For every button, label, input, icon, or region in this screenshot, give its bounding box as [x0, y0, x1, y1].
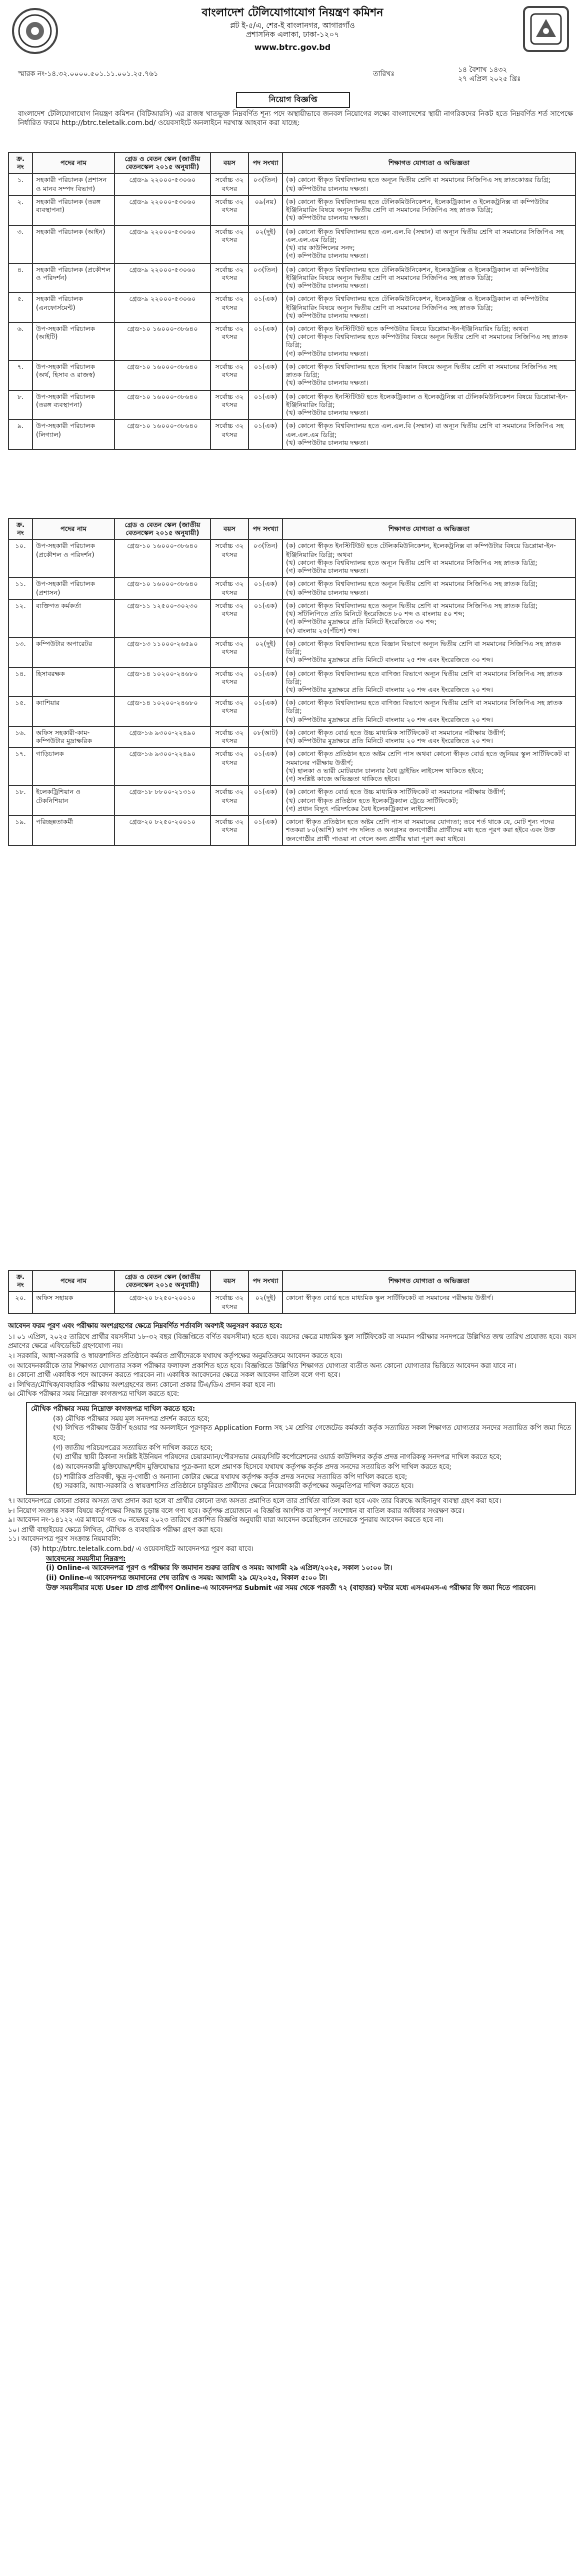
qualification-line: (খ) হালকা ও ভারী মোটরযান চালনার বৈধ ড্রাইভিং লাইসেন্স থাকিতে হইবে; [286, 766, 484, 775]
qualification-line: (ক) কোনো স্বীকৃত বিশ্ববিদ্যালয় হতে টেলিকমিউনিকেশন, ইলেকট্রনিক্স ও ইলেকট্রিক্যাল বা কম্পিউটার ইঞ্জিনিয়ারিং বিষয়ে অন্যূন দ্বিতীয় শ্রেণি বা সমমানের সিজিপিএ সহ স্নাতক ডিগ্রি; [286, 295, 549, 312]
job-post-name: গাড়িচালক [33, 748, 115, 786]
job-post-count: ০৯(নয়) [249, 195, 283, 225]
schedule-list [8, 1564, 576, 1593]
job-post-count: ০৩(তিন) [249, 174, 283, 195]
job-age-limit: সর্বোচ্চ ৩২ বৎসর [211, 786, 249, 816]
job-serial: ১৪. [9, 667, 33, 697]
header-age: বয়স [211, 1271, 249, 1292]
job-post-name: সহকারী পরিচালক (প্রকৌশল ও পরিদর্শন) [33, 263, 115, 293]
viva-box-title: মৌখিক পরীক্ষার সময় নিম্নোক্ত কাগজপত্র দাখিল করতে হবে: [31, 1405, 196, 1414]
qualification-line: (ক) কোনো স্বীকৃত বিশ্ববিদ্যালয় হতে বিজ্ঞান বিভাগে অন্যূন দ্বিতীয় শ্রেণি বা সমমানের সিজিপিএ সহ স্নাতক ডিগ্রি; [286, 639, 561, 657]
job-post-count: ০১(এক) [249, 697, 283, 727]
address-line-2: প্রশাসনিক এলাকা, ঢাকা-১২০৭ [245, 30, 340, 40]
address-line-1: প্লট ই-৫/এ, শের-ই বাংলানগর, আগারগাঁও [230, 21, 355, 30]
job-post-name: হিসাবরক্ষক [33, 667, 115, 697]
job-post-count: ০১(এক) [249, 322, 283, 360]
job-grade-scale: গ্রেড-১৩ ১১০০০-২৬৫৯০ [115, 637, 211, 667]
date-label: তারিখঃ [373, 70, 395, 78]
instruction-item: ৯। আবেদন নং-১৪১২২ এর মাধ্যমে গত ৩০ নভেম্বর ২০২৩ তারিখে প্রকাশিত বিজ্ঞপ্তি অনুযায়ী যারা আবেদন করেছিলেন তাদেরকে পুনরায় আবেদন করতে হবে না। [8, 1516, 444, 1525]
job-row [9, 420, 576, 450]
instructions-list [8, 1333, 576, 1400]
qualification-line: (ক) কোনো স্বীকৃত বিশ্ববিদ্যালয় হতে অন্যূন দ্বিতীয় শ্রেণি বা সমমানের সিজিপিএ সহ স্নাতক ডিগ্রি; [286, 601, 538, 610]
header-grade: গ্রেড ও বেতন স্কেল (জাতীয় বেতনস্কেল ২০১৫ অনুযায়ী) [115, 519, 211, 540]
job-row [9, 360, 576, 390]
job-serial: ১০. [9, 540, 33, 578]
qualification-line: (খ) কম্পিউটার চালনায় দক্ষতা। [286, 379, 369, 388]
qualification-line: (ক) কোনো স্বীকৃত বোর্ড হতে উচ্চ মাধ্যমিক সার্টিফিকেট বা সমমানের পরীক্ষায় উত্তীর্ণ; [286, 728, 506, 737]
instruction-item: ৪। কোনো প্রার্থী একাধিক পদে আবেদন করতে পারবেন না। একাধিক আবেদনের ক্ষেত্রে সকল আবেদন বাতিল বলে গণ্য হবে। [8, 1371, 341, 1380]
job-grade-scale: গ্রেড-২০ ৮২৫০-২০০১০ [115, 1292, 211, 1313]
qualification-line: (খ) সাঁটলিপিতে প্রতি মিনিটে ইংরেজিতে ৮০ শব্দ ও বাংলায় ৫০ শব্দ; [286, 610, 465, 619]
job-row [9, 195, 576, 225]
job-serial: ৪. [9, 263, 33, 293]
header-age: বয়স [211, 153, 249, 174]
schedule-item: (i) Online-এ আবেদনপত্র পূরণ ও পরীক্ষার ফি জমাদান শুরুর তারিখ ও সময়: আগামী ২৯ এপ্রিল/২০২৫, সকাল ১০:০০ টা। [46, 1564, 393, 1573]
job-row [9, 540, 576, 578]
job-serial: ৬. [9, 322, 33, 360]
instruction-item: ৫। লিখিত/মৌখিক/ব্যবহারিক পরীক্ষায় অংশগ্রহণের জন্য কোনো প্রকার টিএ/ডিএ প্রদান করা হবে না। [8, 1380, 276, 1389]
job-post-count: ০২(দুই) [249, 225, 283, 263]
qualification-line: (ঘ) বাংলায় ২৫(পঁচিশ) শব্দ। [286, 626, 360, 635]
jobs-table-1-body [9, 174, 576, 450]
header-qualification: শিক্ষাগত যোগ্যতা ও অভিজ্ঞতা [283, 153, 576, 174]
job-post-name: উপ-সহকারী পরিচালক (তরঙ্গ ব্যবস্থাপনা) [33, 390, 115, 420]
job-post-count: ০১(এক) [249, 667, 283, 697]
header-post: পদের নাম [33, 153, 115, 174]
job-qualification [283, 637, 576, 667]
job-row [9, 225, 576, 263]
job-serial: ১. [9, 174, 33, 195]
job-qualification [283, 578, 576, 599]
job-post-count: ০১(এক) [249, 420, 283, 450]
job-qualification [283, 816, 576, 846]
qualification-line: (গ) প্রধান বিদ্যুৎ পরিদর্শকের বৈধ ইলেকট্রিক্যাল লাইসেন্স। [286, 804, 436, 813]
job-age-limit: সর্বোচ্চ ৩২ বৎসর [211, 322, 249, 360]
qualification-line: (খ) কোনো স্বীকৃত প্রতিষ্ঠান হতে ইলেকট্রিক্যাল ট্রেডে সার্টিফিকেট; [286, 796, 459, 805]
job-grade-scale: গ্রেড-১০ ১৬০০০-৩৮৬৪০ [115, 420, 211, 450]
website-link[interactable]: www.btrc.gov.bd [254, 43, 331, 52]
job-post-name: সহকারী পরিচালক (প্রশাসন ও মানব সম্পদ বিভাগ) [33, 174, 115, 195]
job-grade-scale: গ্রেড-৯ ২২০০০-৫৩০৬০ [115, 174, 211, 195]
header-post: পদের নাম [33, 1271, 115, 1292]
job-age-limit: সর্বোচ্চ ৩২ বৎসর [211, 293, 249, 323]
job-serial: ১২. [9, 599, 33, 637]
qualification-line: (খ) কোনো স্বীকৃত বিশ্ববিদ্যালয় হতে অন্যূন দ্বিতীয় শ্রেণি বা সমমানের সিজিপিএ সহ স্নাতক ডিগ্রি; [286, 558, 538, 567]
organization-name: বাংলাদেশ টেলিযোগাযোগ নিয়ন্ত্রণ কমিশন [201, 6, 384, 19]
jobs-table-2 [8, 518, 576, 846]
intro-paragraph: বাংলাদেশ টেলিযোগাযোগ নিয়ন্ত্রণ কমিশন (বিটিআরসি) এর রাজস্ব খাতভুক্ত নিম্নবর্ণিত শূন্য পদে অস্থায়ীভাবে জনবল নিয়োগের লক্ষ্যে বাংলাদেশের স্থায়ী নাগরিকদের নিকট হতে নিম্নবর্ণিত শর্ত সাপেক্ষে নির্ধারিত ফরমে http://btrc.teletalk.com.bd/ ওয়েবসাইটে অনলাইনে দরখাস্ত আহবান করা যাচ্ছে: [18, 110, 573, 128]
instruction-item: ১০। প্রার্থী বাছাইয়ের ক্ষেত্রে লিখিত, মৌখিক ও ব্যবহারিক পরীক্ষা গ্রহণ করা হবে। [8, 1525, 223, 1534]
qualification-line: (খ) কম্পিউটার মুদ্রাক্ষরে প্রতি মিনিটে বাংলায় ২৫ শব্দ এবং ইংরেজিতে ৩০ শব্দ। [286, 656, 494, 665]
job-age-limit: সর্বোচ্চ ৩২ বৎসর [211, 578, 249, 599]
reference-row [18, 66, 573, 88]
job-post-count: ০২(দুই) [249, 1292, 283, 1313]
job-qualification [283, 599, 576, 637]
job-age-limit: সর্বোচ্চ ৩২ বৎসর [211, 360, 249, 390]
job-row [9, 726, 576, 747]
schedule-heading: আবেদনের সময়সীমা নিম্নরূপ: [46, 1554, 126, 1563]
job-qualification [283, 420, 576, 450]
instruction-item: ৩। আবেদনকারীকে তার শিক্ষাগত যোগ্যতার সকল পরীক্ষার ফলাফল প্রকাশিত হতে হবে। বিজ্ঞপ্তিতে উল্লিখিত শিক্ষাগত যোগ্যতা ব্যতীত অন্য কোনো যোগ্যতার ভিত্তিতে আবেদন করা যাবে না। [8, 1361, 517, 1370]
job-row [9, 263, 576, 293]
viva-document-item: (ঙ) আবেদনকারী মুক্তিযোদ্ধা/শহীদ মুক্তিযোদ্ধার পুত্র-কন্যা হলে প্রমাণক হিসেবে যথাযথ কর্তৃপক্ষ কর্তৃক প্রদত্ত সনদের সত্যায়িত কপি দাখিল করতে হবে; [53, 1462, 452, 1471]
qualification-line: (খ) কম্পিউটার চালনায় দক্ষতা। [286, 409, 369, 418]
job-serial: ১৮. [9, 786, 33, 816]
job-row [9, 599, 576, 637]
job-post-count: ০১(এক) [249, 816, 283, 846]
instruction-item: ১১। আবেদনপত্র পূরণ সংক্রান্ত নিয়মাবলি: [8, 1535, 121, 1544]
job-serial: ১৭. [9, 748, 33, 786]
job-row [9, 786, 576, 816]
job-post-name: উপ-সহকারী পরিচালক (লিগ্যাল) [33, 420, 115, 450]
instruction-item: ৭। আবেদনপত্রে কোনো প্রকার অসত্য তথ্য প্রদান করা হলে বা প্রার্থীর কোনো তথ্য অসত্য প্রমাণিত হলে তার প্রার্থিতা বাতিল করা হবে এবং তার বিরুদ্ধে আইনানুগ ব্যবস্থা গ্রহণ করা হবে। [8, 1496, 502, 1505]
qualification-line: (খ) কম্পিউটার চালনায় দক্ষতা। [286, 588, 369, 597]
date [458, 66, 521, 84]
job-post-name: সহকারী পরিচালক (এনফোর্সমেন্ট) [33, 293, 115, 323]
jobs-table-1 [8, 152, 576, 450]
viva-documents-box [26, 1402, 576, 1495]
qualification-line: (গ) কম্পিউটার চালনায় দক্ষতা। [286, 252, 369, 261]
job-post-name: অফিস সহকারী-কাম-কম্পিউটার মুদ্রাক্ষরিক [33, 726, 115, 747]
header-serial: ক্র. নং [9, 153, 33, 174]
instruction-item: ১। ০১ এপ্রিল, ২০২৫ তারিখে প্রার্থীর বয়সসীমা ১৮-৩২ বছর (বিজ্ঞপ্তিতে বর্ণিত বয়সসীমা) হতে হবে। বয়সের ক্ষেত্রে মাধ্যমিক স্কুল সার্টিফিকেট বা সমমান পরীক্ষার সনদপত্রে উল্লিখিত জন্ম তারিখ প্রযোজ্য হবে। বয়স প্রমাণের ক্ষেত্রে এফিডেভিট গ্রহণযোগ্য নয়। [8, 1332, 577, 1351]
job-qualification [283, 360, 576, 390]
table-header-row [9, 519, 576, 540]
job-qualification [283, 225, 576, 263]
instructions-section [8, 1322, 576, 1593]
job-grade-scale: গ্রেড-১৪ ১০২০০-২৪৬৮০ [115, 667, 211, 697]
job-serial: ২০. [9, 1292, 33, 1313]
job-post-name: পরিচ্ছন্নতাকর্মী [33, 816, 115, 846]
job-qualification [283, 322, 576, 360]
qualification-line: (ক) কোনো স্বীকৃত বোর্ড হতে উচ্চ মাধ্যমিক সার্টিফিকেট বা সমমানের পরীক্ষায় উত্তীর্ণ; [286, 788, 506, 797]
qualification-line: (গ) সংশ্লিষ্ট কাজে অভিজ্ঞতা থাকিতে হইবে। [286, 775, 400, 784]
viva-document-item: (ক) মৌখিক পরীক্ষার সময় মূল সনদপত্র প্রদর্শন করতে হবে; [53, 1414, 210, 1423]
job-post-count: ০৩(তিন) [249, 540, 283, 578]
job-qualification [283, 748, 576, 786]
job-post-count: ০৩(তিন) [249, 263, 283, 293]
job-post-name: সহকারী পরিচালক (আইন) [33, 225, 115, 263]
job-grade-scale: গ্রেড-৯ ২২০০০-৫৩০৬০ [115, 293, 211, 323]
jobs-table-3-body [9, 1292, 576, 1313]
instructions-heading: আবেদন ফরম পূরণ এবং পরীক্ষায় অংশগ্রহণের ক্ষেত্রে নিম্নবর্ণিত শর্তাবলি অবশ্যই অনুসরণ করতে হবে: [8, 1322, 283, 1330]
viva-document-item: (গ) জাতীয় পরিচয়পত্রের সত্যায়িত কপি দাখিল করতে হবে; [53, 1443, 213, 1452]
job-grade-scale: গ্রেড-১৬ ৯৩০০-২২৪৯০ [115, 748, 211, 786]
qualification-line: (খ) কম্পিউটার চালনায় দক্ষতা। [286, 282, 369, 291]
job-post-name: কম্পিউটার অপারেটর [33, 637, 115, 667]
job-row [9, 174, 576, 195]
qualification-line: (খ) কম্পিউটার চালনায় দক্ষতা। [286, 214, 369, 223]
job-age-limit: সর্বোচ্চ ৩২ বৎসর [211, 667, 249, 697]
instruction-item: ২। সরকারি, আধা-সরকারি ও স্বায়ত্তশাসিত প্রতিষ্ঠানে কর্মরত প্রার্থীদেরকে যথাযথ কর্তৃপক্ষের অনুমতিক্রমে আবেদন করতে হবে। [8, 1351, 343, 1360]
job-grade-scale: গ্রেড-১০ ১৬০০০-৩৮৬৪০ [115, 578, 211, 599]
qualification-line: (ক) কোনো স্বীকৃত বিশ্ববিদ্যালয় হতে এল.এল.বি (সম্মান) বা অন্যূন দ্বিতীয় শ্রেণি বা সমমানের সিজিপিএ সহ এল.এল.এম ডিগ্রি; [286, 422, 564, 439]
header-qualification: শিক্ষাগত যোগ্যতা ও অভিজ্ঞতা [283, 1271, 576, 1292]
header-serial: ক্র. নং [9, 1271, 33, 1292]
viva-document-item: (ঘ) প্রার্থীর স্থায়ী ঠিকানা সংশ্লিষ্ট ইউনিয়ন পরিষদের চেয়ারম্যান/পৌরসভার মেয়র/সিটি কর্পোরেশনের ওয়ার্ড কাউন্সিলর কর্তৃক প্রদত্ত নাগরিকত্ব সনদপত্র দাখিল করতে হবে; [53, 1453, 502, 1462]
qualification-line: (ক) কোনো স্বীকৃত বিশ্ববিদ্যালয় হতে বাণিজ্য বিভাগে অন্যূন দ্বিতীয় শ্রেণি বা সমমানের সিজিপিএ সহ স্নাতক ডিগ্রি; [286, 669, 563, 686]
job-row [9, 578, 576, 599]
job-grade-scale: গ্রেড-১১ ১২৫০০-৩০২৩০ [115, 599, 211, 637]
job-age-limit: সর্বোচ্চ ৩২ বৎসর [211, 697, 249, 727]
job-post-count: ০২(দুই) [249, 637, 283, 667]
job-row [9, 322, 576, 360]
job-post-count: ০১(এক) [249, 786, 283, 816]
qualification-line: (গ) কম্পিউটার চালনায় দক্ষতা। [286, 567, 369, 576]
header-post: পদের নাম [33, 519, 115, 540]
job-post-count: ০১(এক) [249, 748, 283, 786]
job-grade-scale: গ্রেড-১৮ ৮৮০০-২১৩১০ [115, 786, 211, 816]
job-qualification [283, 174, 576, 195]
job-age-limit: সর্বোচ্চ ৩২ বৎসর [211, 540, 249, 578]
job-post-count: ০৮(আট) [249, 726, 283, 747]
job-age-limit: সর্বোচ্চ ৩২ বৎসর [211, 816, 249, 846]
viva-documents-list [31, 1415, 571, 1492]
job-qualification [283, 697, 576, 727]
job-age-limit: সর্বোচ্চ ৩২ বৎসর [211, 174, 249, 195]
job-age-limit: সর্বোচ্চ ৩২ বৎসর [211, 637, 249, 667]
qualification-line: (ক) কোনো স্বীকৃত বিশ্ববিদ্যালয় হতে টেলিকমিউনিকেশন, ইলেকট্রনিক্স ও ইলেকট্রিক্যাল বা কম্পিউটার ইঞ্জিনিয়ারিং বিষয়ে অন্যূন দ্বিতীয় শ্রেণি বা সমমানের সিজিপিএ সহ স্নাতক ডিগ্রি; [286, 265, 549, 282]
schedule-item: (ii) Online-এ আবেদনপত্র জমাদানের শেষ তারিখ ও সময়: আগামী ২৯ মে/২০২৫, বিকাল ৫:০০ টা। [46, 1574, 328, 1583]
job-row [9, 390, 576, 420]
job-grade-scale: গ্রেড-২০ ৮২৫০-২০০১০ [115, 816, 211, 846]
job-serial: ৩. [9, 225, 33, 263]
job-age-limit: সর্বোচ্চ ৩২ বৎসর [211, 263, 249, 293]
job-row [9, 748, 576, 786]
qualification-line: (ক) কোনো স্বীকৃত প্রতিষ্ঠান হতে অষ্টম শ্রেণি পাস অথবা কোনো স্বীকৃত বোর্ড হতে জুনিয়র স্কুল সার্টিফিকেট বা সমমানের পরীক্ষায় উত্তীর্ণ; [286, 750, 570, 767]
job-post-name: উপ-সহকারী পরিচালক (আইটি) [33, 322, 115, 360]
qualification-line: (ক) কোনো স্বীকৃত ইনস্টিটিউট হতে ইলেকট্রিক্যাল ও ইলেকট্রনিক্স বা টেলিকমিউনিকেশন বিষয়ে ডিপ্লোমা-ইন-ইঞ্জিনিয়ারিং ডিগ্রি; [286, 392, 568, 409]
qualification-line: (খ) কম্পিউটার চালনায় দক্ষতা। [286, 438, 369, 447]
job-age-limit: সর্বোচ্চ ৩২ বৎসর [211, 420, 249, 450]
qualification-line: (খ) বার কাউন্সিলের সনদ; [286, 244, 355, 253]
header-serial: ক্র. নং [9, 519, 33, 540]
qualification-line: (খ) কম্পিউটার চালনায় দক্ষতা। [286, 311, 369, 320]
job-post-count: ০১(এক) [249, 360, 283, 390]
qualification-line: (ক) কোনো স্বীকৃত ইনস্টিটিউট হতে টেলিকমিউনিকেশন, ইলেকট্রনিক্স বা কম্পিউটার বিষয়ে ডিপ্লোমা-ইন-ইঞ্জিনিয়ারিং ডিগ্রি; অথবা [286, 542, 556, 559]
viva-document-item: (ছ) সরকারি, আধা-সরকারি ও স্বায়ত্তশাসিত প্রতিষ্ঠানে চাকুরিরত প্রার্থীদের ক্ষেত্রে নিয়োগকারী কর্তৃপক্ষের অনুমতিপত্র দাখিল করতে হবে। [53, 1482, 414, 1491]
job-grade-scale: গ্রেড-১০ ১৬০০০-৩৮৬৪০ [115, 360, 211, 390]
jobs-table-2-body [9, 540, 576, 845]
job-age-limit: সর্বোচ্চ ৩২ বৎসর [211, 748, 249, 786]
job-post-count: ০১(এক) [249, 578, 283, 599]
qualification-line: (ক) কোনো স্বীকৃত বিশ্ববিদ্যালয় হতে টেলিকমিউনিকেশন, ইলেকট্রিক্যাল ও ইলেকট্রনিক্স বা কম্পিউটার ইঞ্জিনিয়ারিং বিষয়ে অন্যূন দ্বিতীয় শ্রেণি বা সমমানের সিজিপিএ সহ স্নাতক ডিগ্রি; [286, 197, 549, 215]
job-grade-scale: গ্রেড-৯ ২২০০০-৫৩০৬০ [115, 225, 211, 263]
qualification-line: (খ) কম্পিউটার মুদ্রাক্ষরে প্রতি মিনিটে বাংলায় ২০ শব্দ এবং ইংরেজিতে ২০ শব্দ। [286, 685, 494, 694]
qualification-line: (গ) কম্পিউটার চালনায় দক্ষতা। [286, 349, 369, 358]
jobs-table-3 [8, 1270, 576, 1314]
qualification-line: (ক) কোনো স্বীকৃত ইনস্টিটিউট হতে কম্পিউটার বিষয়ে ডিপ্লোমা-ইন-ইঞ্জিনিয়ারিং ডিগ্রি; অথবা [286, 324, 529, 333]
job-serial: ১৬. [9, 726, 33, 747]
job-row [9, 697, 576, 727]
page-title: নিয়োগ বিজ্ঞপ্তি [236, 92, 350, 108]
qualification-line: (খ) কোনো স্বীকৃত বিশ্ববিদ্যালয় হতে কম্পিউটার বিষয়ে অন্যূন দ্বিতীয় শ্রেণি বা সমমানের সিজিপিএ সহ স্নাতক ডিগ্রি; [286, 333, 568, 350]
schedule-item: উক্ত সময়সীমার মধ্যে User ID প্রাপ্ত প্রার্থীগণ Online-এ আবেদনপত্র Submit এর সময় থেকে পরবর্তী ৭২ (বাহাত্তর) ঘণ্টার মধ্যে এসএমএস-এ পরীক্ষার ফি জমা দিতে পারবেন। [46, 1583, 536, 1592]
qualification-line: কোনো স্বীকৃত বোর্ড হতে মাধ্যমিক স্কুল সার্টিফিকেট বা সমমানের পরীক্ষায় উত্তীর্ণ। [286, 1294, 494, 1303]
job-qualification [283, 667, 576, 697]
job-row [9, 816, 576, 846]
job-serial: ১৯. [9, 816, 33, 846]
job-row [9, 667, 576, 697]
job-grade-scale: গ্রেড-১০ ১৬০০০-৩৮৬৪০ [115, 322, 211, 360]
job-row [9, 1292, 576, 1313]
header-age: বয়স [211, 519, 249, 540]
job-post-name: সহকারী পরিচালক (তরঙ্গ ব্যবস্থাপনা) [33, 195, 115, 225]
qualification-line: (ক) কোনো স্বীকৃত বিশ্ববিদ্যালয় হতে হিসাব বিজ্ঞান বিষয়ে অন্যূন দ্বিতীয় শ্রেণি বা সমমানের সিজিপিএ সহ স্নাতক ডিগ্রি; [286, 362, 557, 380]
job-grade-scale: গ্রেড-১৬ ৯৩০০-২২৪৯০ [115, 726, 211, 747]
header-qualification: শিক্ষাগত যোগ্যতা ও অভিজ্ঞতা [283, 519, 576, 540]
qualification-line: (খ) কম্পিউটার মুদ্রাক্ষরে প্রতি মিনিটে বাংলায় ২০ শব্দ এবং ইংরেজিতে ২০ শব্দ। [286, 715, 494, 724]
qualification-line: (খ) কম্পিউটার মুদ্রাক্ষরে প্রতি মিনিটে বাংলায় ২০ শব্দ এবং ইংরেজিতে ২০ শব্দ। [286, 737, 494, 746]
job-post-name: অফিস সহায়ক [33, 1292, 115, 1313]
job-post-count: ০১(এক) [249, 293, 283, 323]
instruction-item: ৮। নিয়োগ সংক্রান্ত সকল বিষয়ে কর্তৃপক্ষের সিদ্ধান্ত চূড়ান্ত বলে গণ্য হবে। কর্তৃপক্ষ প্রয়োজনে এ বিজ্ঞপ্তি আংশিক বা সম্পূর্ণ সংশোধন বা বাতিল করার অধিকার সংরক্ষণ করে। [8, 1506, 465, 1515]
job-age-limit: সর্বোচ্চ ৩২ বৎসর [211, 195, 249, 225]
viva-document-item: (চ) শারীরিক প্রতিবন্ধী, ক্ষুদ্র নৃ-গোষ্ঠী ও অন্যান্য কোটার ক্ষেত্রে যথাযথ কর্তৃপক্ষ কর্তৃক প্রদত্ত সনদের সত্যায়িত কপি দাখিল করতে হবে; [53, 1472, 408, 1481]
header-count: পদ সংখ্যা [249, 519, 283, 540]
job-qualification [283, 726, 576, 747]
date-english: ২৭ এপ্রিল ২০২৫ খ্রিঃ [458, 74, 521, 83]
qualification-line: (গ) কম্পিউটার মুদ্রাক্ষরে প্রতি মিনিটে ইংরেজিতে ৩০ শব্দ; [286, 618, 437, 627]
job-post-name: ইলেকট্রিশিয়ান ও টেকনিশিয়ান [33, 786, 115, 816]
job-qualification [283, 390, 576, 420]
job-post-name: উপ-সহকারী পরিচালক (প্রশাসন) [33, 578, 115, 599]
job-serial: ১৫. [9, 697, 33, 727]
job-grade-scale: গ্রেড-১০ ১৬০০০-৩৮৬৪০ [115, 390, 211, 420]
job-row [9, 637, 576, 667]
more-instructions-list [8, 1497, 576, 1545]
address [0, 21, 585, 40]
job-qualification [283, 540, 576, 578]
job-age-limit: সর্বোচ্চ ৩২ বৎসর [211, 1292, 249, 1313]
job-serial: ৮. [9, 390, 33, 420]
qualification-line: (ক) কোনো স্বীকৃত বিশ্ববিদ্যালয় হতে বাণিজ্য বিভাগে অন্যূন দ্বিতীয় শ্রেণি বা সমমানের সিজিপিএ সহ স্নাতক ডিগ্রি; [286, 699, 563, 716]
job-serial: ৭. [9, 360, 33, 390]
header-grade: গ্রেড ও বেতন স্কেল (জাতীয় বেতনস্কেল ২০১৫ অনুযায়ী) [115, 1271, 211, 1292]
job-serial: ৫. [9, 293, 33, 323]
job-grade-scale: গ্রেড-১৪ ১০২০০-২৪৬৮০ [115, 697, 211, 727]
job-qualification [283, 1292, 576, 1313]
date-bangla: ১৪ বৈশাখ ১৪৩২ [458, 66, 508, 74]
job-age-limit: সর্বোচ্চ ৩২ বৎসর [211, 726, 249, 747]
qualification-line: (খ) কম্পিউটার চালনায় দক্ষতা। [286, 184, 369, 193]
job-serial: ১১. [9, 578, 33, 599]
header-count: পদ সংখ্যা [249, 1271, 283, 1292]
qualification-line: (ক) কোনো স্বীকৃত বিশ্ববিদ্যালয় হতে অন্যূন দ্বিতীয় শ্রেণি বা সমমানের সিজিপিএ সহ স্নাতক ডিগ্রি; [286, 580, 538, 589]
job-age-limit: সর্বোচ্চ ৩২ বৎসর [211, 599, 249, 637]
job-post-name: উপ-সহকারী পরিচালক (অর্থ, হিসাব ও রাজস্ব) [33, 360, 115, 390]
qualification-line: কোনো স্বীকৃত প্রতিষ্ঠান হতে অষ্টম শ্রেণি পাস বা সমমানের যোগ্যতা; তবে শর্ত থাকে যে, মোট শূন্য পদের শতকরা ৮০(আশি) ভাগ পদ দলিত ও অনগ্রসর জনগোষ্ঠীর প্রার্থীদের মধ্য হতে পূরণ করা হইবে এবং উক্ত জনগোষ্ঠীর প্রার্থী পাওয়া না গেলে অন্য প্রার্থীর দ্বারা পূরণ করা যাইবে। [286, 818, 556, 843]
job-serial: ২. [9, 195, 33, 225]
job-qualification [283, 263, 576, 293]
job-grade-scale: গ্রেড-৯ ২২০০০-৫৩০৬০ [115, 263, 211, 293]
job-row [9, 293, 576, 323]
reference-number: স্মারক নং-১৪.৩২.০০০০.৫০১.১১.০০১.২৫.৭৬১ [18, 70, 159, 78]
job-grade-scale: গ্রেড-৯ ২২০০০-৫৩০৬০ [115, 195, 211, 225]
online-link-text[interactable]: (ক) http://btrc.teletalk.com.bd/ এ ওয়েবসাইটে আবেদনপত্র পূরণ করা যাবে। [30, 1545, 254, 1554]
table-header-row [9, 1271, 576, 1292]
job-age-limit: সর্বোচ্চ ৩২ বৎসর [211, 225, 249, 263]
job-post-name: উপ-সহকারী পরিচালক (প্রকৌশল ও পরিদর্শন) [33, 540, 115, 578]
job-qualification [283, 195, 576, 225]
instruction-item: ৬। মৌখিক পরীক্ষার সময় নিম্নোক্ত কাগজপত্র দাখিল করতে হবে: [8, 1390, 180, 1399]
job-qualification [283, 786, 576, 816]
job-qualification [283, 293, 576, 323]
table-header-row [9, 153, 576, 174]
job-post-count: ০১(এক) [249, 599, 283, 637]
header-grade: গ্রেড ও বেতন স্কেল (জাতীয় বেতনস্কেল ২০১৫ অনুযায়ী) [115, 153, 211, 174]
header-count: পদ সংখ্যা [249, 153, 283, 174]
qualification-line: (ক) কোনো স্বীকৃত বিশ্ববিদ্যালয় হতে এল.এল.বি (সম্মান) বা অন্যূন দ্বিতীয় শ্রেণি বা সমমানের সিজিপিএ সহ এল.এল.এম ডিগ্রি; [286, 227, 564, 244]
job-grade-scale: গ্রেড-১০ ১৬০০০-৩৮৬৪০ [115, 540, 211, 578]
job-post-name: ব্যক্তিগত কর্মকর্তা [33, 599, 115, 637]
job-post-name: ক্যাশিয়ার [33, 697, 115, 727]
viva-document-item: (খ) লিখিত পরীক্ষায় উত্তীর্ণ হওয়ার পর অনলাইনে পূরণকৃত Application Form সহ ১ম শ্রেণির গেজেটেড কর্মকর্তা কর্তৃক সত্যায়িত সকল শিক্ষাগত যোগ্যতার সনদের সত্যায়িত কপি জমা দিতে হবে; [53, 1424, 571, 1443]
qualification-line: (ক) কোনো স্বীকৃত বিশ্ববিদ্যালয় হতে অন্যূন দ্বিতীয় শ্রেণি বা সমমানের সিজিপিএ সহ স্নাতকোত্তর ডিগ্রি; [286, 176, 551, 185]
job-serial: ৯. [9, 420, 33, 450]
job-post-count: ০১(এক) [249, 390, 283, 420]
job-age-limit: সর্বোচ্চ ৩২ বৎসর [211, 390, 249, 420]
job-serial: ১৩. [9, 637, 33, 667]
